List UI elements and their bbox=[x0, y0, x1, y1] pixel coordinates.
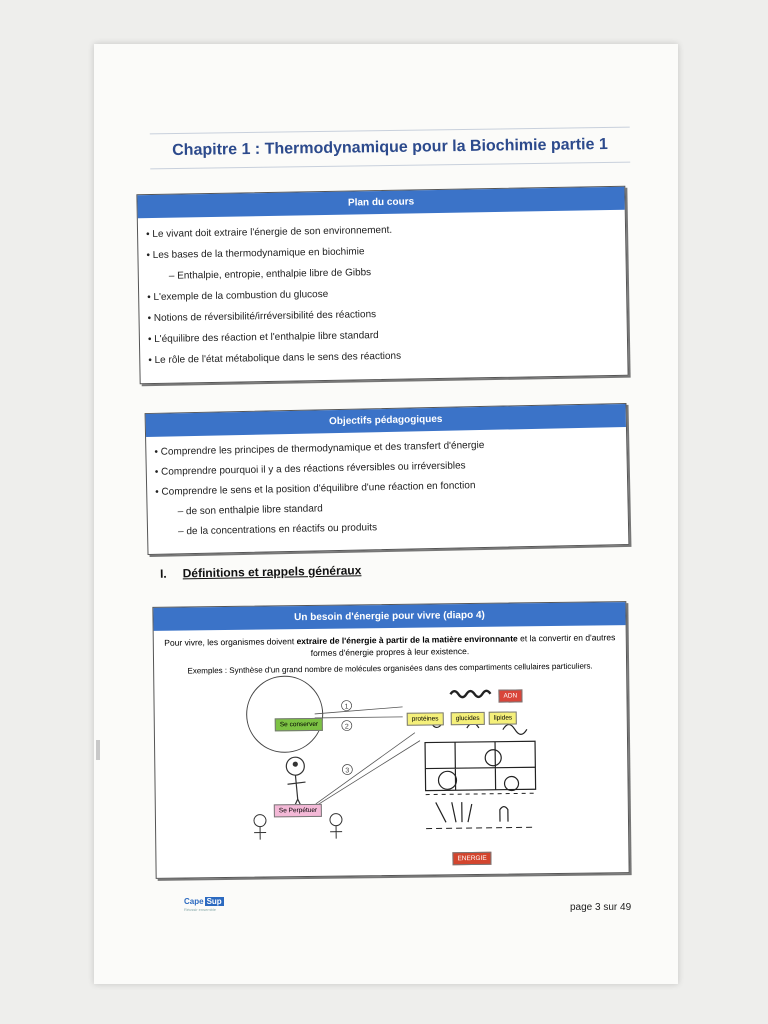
objectifs-header: Objectifs pédagogiques bbox=[146, 404, 626, 437]
chapter-title: Chapitre 1 : Thermodynamique pour la Biochimie partie 1 bbox=[172, 135, 608, 160]
plan-subitem: – Enthalpie, entropie, enthalpie libre de Gibbs bbox=[168, 267, 372, 282]
objectif-item: • Comprendre les principes de thermodynamique et des transfert d'énergie bbox=[154, 439, 485, 458]
plan-item: • L'exemple de la combustion du glucose bbox=[147, 288, 329, 304]
chapter-title-bar bbox=[150, 127, 630, 170]
objectifs-list bbox=[146, 427, 628, 549]
tag-lipides: lipides bbox=[489, 711, 518, 724]
besoin-exemples: Exemples : Synthèse d'un grand nombre de molécules organisées dans des compartiments cellulaires particuliers. bbox=[187, 661, 593, 676]
paper-edge-mark bbox=[96, 740, 100, 760]
marker-3: 3 bbox=[345, 767, 350, 775]
plan-du-cours-box bbox=[136, 186, 628, 385]
energy-diagram bbox=[154, 670, 628, 876]
thought-circle bbox=[246, 676, 323, 753]
marker-2: 2 bbox=[344, 723, 349, 731]
plan-list bbox=[138, 210, 628, 377]
plan-item: • Le rôle de l'état métabolique dans le sens des réactions bbox=[148, 350, 402, 367]
tag-se-perpetuer: Se Perpétuer bbox=[274, 804, 322, 818]
plan-header: Plan du cours bbox=[137, 187, 624, 218]
plan-item: • Notions de réversibilité/irréversibilité des réactions bbox=[147, 309, 377, 325]
section-title-text: Définitions et rappels généraux bbox=[182, 563, 362, 581]
plan-item: • L'équilibre des réaction et l'enthalpie libre standard bbox=[147, 330, 379, 346]
plan-item: • Le vivant doit extraire l'énergie de son environnement. bbox=[145, 224, 393, 241]
diagram-drawing bbox=[154, 670, 628, 876]
dna-squiggle bbox=[450, 691, 490, 697]
logo-main: Cape bbox=[184, 897, 204, 906]
tag-proteines: protéines bbox=[407, 712, 444, 725]
logo-tagline: Réussir ensemble bbox=[184, 907, 217, 912]
objectif-subitem: – de la concentrations en réactifs ou produits bbox=[177, 522, 378, 538]
marker-1: 1 bbox=[344, 703, 349, 711]
besoin-energie-box bbox=[152, 601, 629, 879]
objectif-item: • Comprendre le sens et la position d'équilibre d'une réaction en fonction bbox=[155, 480, 476, 498]
dashed-membrane bbox=[426, 827, 536, 828]
capesup-logo bbox=[184, 897, 224, 912]
objectif-subitem: – de son enthalpie libre standard bbox=[177, 503, 323, 518]
objectif-item: • Comprendre pourquoi il y a des réactions réversibles ou irréversibles bbox=[154, 460, 466, 478]
tag-se-conserver: Se conserver bbox=[275, 718, 323, 732]
plan-item: • Les bases de la thermodynamique en biochimie bbox=[146, 246, 365, 262]
small-figures bbox=[254, 814, 342, 840]
intro-text-start: Pour vivre, les organismes doivent bbox=[164, 636, 297, 648]
besoin-header: Un besoin d'énergie pour vivre (diapo 4) bbox=[153, 602, 625, 631]
page-number: page 3 sur 49 bbox=[570, 902, 632, 913]
section-number: I. bbox=[159, 566, 167, 581]
cell-machinery bbox=[425, 716, 536, 822]
tag-energie: ENERGIE bbox=[452, 852, 491, 865]
objectifs-box bbox=[145, 403, 630, 555]
tag-glucides: glucides bbox=[451, 712, 485, 725]
tag-adn: ADN bbox=[498, 689, 522, 702]
pathway-arrows bbox=[315, 707, 421, 806]
logo-sup: Sup bbox=[206, 897, 222, 906]
dashed-line bbox=[426, 793, 538, 794]
intro-text-end: et la convertir en d'autres formes d'énergie propres à leur existence. bbox=[310, 632, 616, 658]
intro-text-bold: extraire de l'énergie à partir de la matière environnante bbox=[296, 633, 518, 647]
